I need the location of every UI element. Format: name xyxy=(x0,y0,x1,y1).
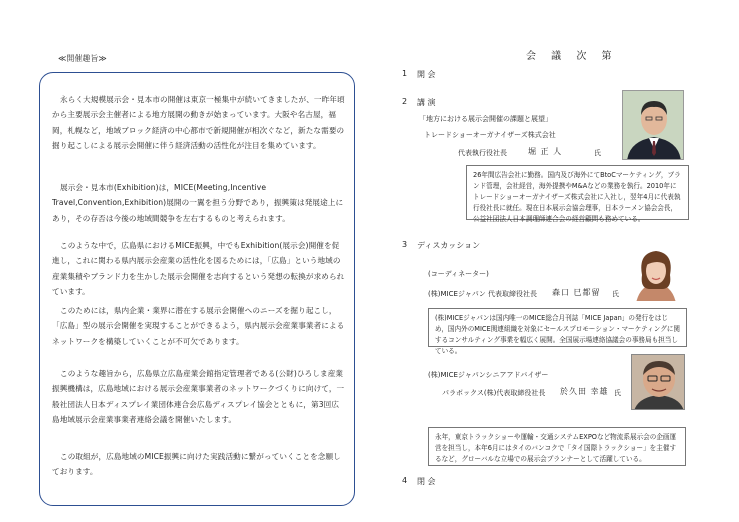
agenda-item-4-label: 閉 会 xyxy=(417,477,436,486)
lecturer-role: 代表執行役社長 xyxy=(458,149,507,157)
adviser-bio: 永年，東京トラックショーや運輸・交通システムEXPOなど物流系展示会の企画運営を担当し，本年6月にはタイのバンコクで「タイ国際トラックショー」を主催するなど，グローバルな立場での展示会プランナーとして活躍している。 xyxy=(428,427,686,466)
agenda-title: 会 議 次 第 xyxy=(526,51,618,62)
lecture-topic: 「地方における展示会開催の課題と展望」 xyxy=(419,115,552,123)
adviser-organization: パラボックス(株)代表取締役社長 xyxy=(442,389,546,397)
adviser-portrait-icon xyxy=(632,355,685,410)
adviser-honorific: 氏 xyxy=(614,389,621,397)
coordinator-photo xyxy=(631,244,679,302)
lecturer-honorific: 氏 xyxy=(594,149,601,157)
coordinator-bio: (株)MICEジャパンは国内唯一のMICE総合月刊誌「MICE Japan」の発行をはじめ，国内外のMICE関連組織を対象にセールスプロモーション・マーケティングに関するコンサルティング事業を幅広く展開。全国展示場連絡協議会の事務局も担当している。 xyxy=(428,308,687,347)
agenda-item-4-number: 4 xyxy=(402,476,408,485)
coordinator-organization: (株)MICEジャパン 代表取締役社長 xyxy=(428,290,537,298)
coordinator-portrait-icon xyxy=(632,245,679,302)
coordinator-honorific: 氏 xyxy=(612,290,619,298)
coordinator-label: (コーディネーター) xyxy=(428,270,489,278)
adviser-name: 於久田 幸雄 xyxy=(560,387,609,396)
purpose-heading: ≪開催趣旨≫ xyxy=(58,54,107,63)
agenda-item-1-label: 開 会 xyxy=(417,70,436,79)
lecturer-portrait-icon xyxy=(623,91,684,160)
purpose-paragraph-5: このような趣旨から，広島県立広島産業会館指定管理者である(公財)ひろしま産業振興機構は，広島地域における展示会産業事業者のネットワークづくりに向けて，一般社団法人日本ディスプレイ業団体連合会広島ディスプレイ協会とともに，第3回広島地域展示会産業事業者連絡会議を開催いたします。 xyxy=(52,369,345,425)
lecturer-bio: 26年間広告会社に勤務。国内及び海外にてBtoCマーケティング，ブランド管理，会社経営，海外提携やM&Aなどの業務を執行。2010年にトレードショーオーガナイザーズ株式会社に入社し，翌年4月に代表執行役社長に就任。現在日本展示会協会理事，日本ラーメン協会会長，公益社団法人日本調理師連合会の経営顧問も務めている。 xyxy=(466,165,689,220)
agenda-item-2-number: 2 xyxy=(402,97,408,106)
agenda-item-3-label: ディスカッション xyxy=(417,241,481,250)
purpose-paragraph-4: このためには，県内企業・業界に潜在する展示会開催へのニーズを掘り起こし，「広島」型の展示会開催を実現することができるよう，県内展示会産業事業者によるネットワークを構築していくことが不可欠であります。 xyxy=(52,306,345,346)
purpose-paragraph-3: このような中で，広島県におけるMICE振興，中でもExhibition(展示会)開催を促進し，これに関わる県内展示会産業の活性化を図るためには，「広島」という地域の産業集積やブランド力を生かした展示会開催を志向するという発想の転換が求められています。 xyxy=(52,241,345,297)
lecturer-photo xyxy=(622,90,684,160)
lecturer-organization: トレードショーオーガナイザーズ株式会社 xyxy=(424,131,556,139)
adviser-label: (株)MICEジャパンシニアアドバイザー xyxy=(428,371,549,379)
lecturer-name: 堀 正 人 xyxy=(528,147,563,156)
agenda-item-3-number: 3 xyxy=(402,240,408,249)
agenda-item-1-number: 1 xyxy=(402,69,408,78)
coordinator-name: 森口 巳都留 xyxy=(552,288,601,297)
purpose-paragraph-1: 永らく大規模展示会・見本市の開催は東京一極集中が続いてきましたが、一昨年頃から主要展示会主催者による地方展開の動きが始まっています。大阪や名古屋，福岡，札幌など，地域ブロック経済の中心都市で新規開催が相次ぐなど，新たな需要の掘り起こしによる展示会開催に伴う経済活動の活性化が注目を集めています。 xyxy=(52,95,345,151)
adviser-photo xyxy=(631,354,685,410)
purpose-paragraph-2: 展示会・見本市(Exhibition)は，MICE(Meeting,Incentive Travel,Convention,Exhibition)展開の一翼を担う分野であり，振興策は発展途上にあり，その存否は今後の地域間競争を左右するものと考えられます。 xyxy=(52,183,344,223)
agenda-item-2-label: 講 演 xyxy=(417,98,436,107)
purpose-paragraph-6: この取組が，広島地域のMICE振興に向けた実践活動に繋がっていくことを念願しております。 xyxy=(52,452,341,477)
